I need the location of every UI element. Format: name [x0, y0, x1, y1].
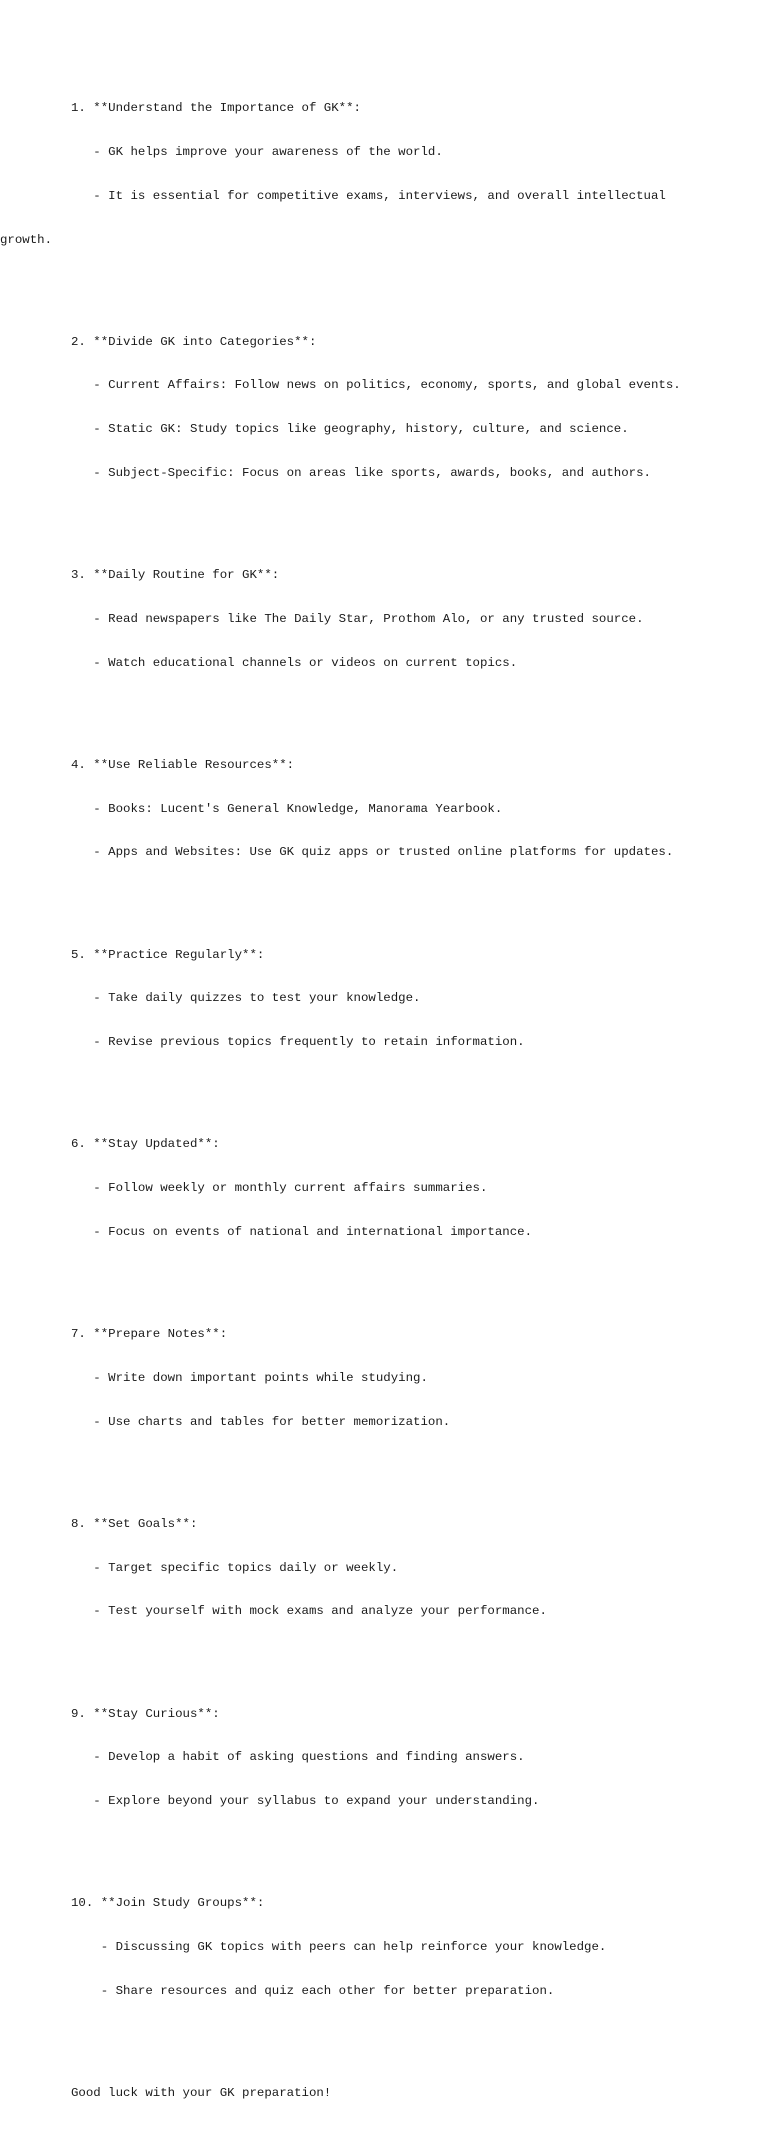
section-10-item-1: - Discussing GK topics with peers can help reinforce your knowledge. [71, 1940, 607, 1954]
section-10-item-2: - Share resources and quiz each other for better preparation. [71, 1983, 555, 1998]
section-7-item-1: - Write down important points while studying. [71, 1370, 428, 1385]
section-8-heading: 8. **Set Goals**: [71, 1516, 198, 1531]
section-1-heading: 1. **Understand the Importance of GK**: [71, 101, 361, 116]
blank-line [71, 1838, 681, 1853]
blank-line [71, 1269, 681, 1284]
section-4-heading: 4. **Use Reliable Resources**: [71, 757, 295, 772]
section-6-item-2: - Focus on events of national and international importance. [71, 1224, 533, 1239]
section-7-heading: 7. **Prepare Notes**: [71, 1327, 228, 1342]
section-5-item-1: - Take daily quizzes to test your knowledge. [71, 991, 421, 1006]
section-5-item-2: - Revise previous topics frequently to retain information. [71, 1035, 525, 1050]
blank-line [71, 700, 681, 715]
section-10-heading: 10. **Join Study Groups**: [71, 1896, 265, 1911]
section-5-heading: 5. **Practice Regularly**: [71, 947, 265, 962]
section-2-item-2: - Static GK: Study topics like geography, history, culture, and science. [71, 422, 629, 437]
section-3-item-1: - Read newspapers like The Daily Star, Prothom Alo, or any trusted source. [71, 611, 644, 626]
section-1-item-1: - GK helps improve your awareness of the world. [71, 144, 443, 159]
section-4-item-2: - Apps and Websites: Use GK quiz apps or trusted online platforms for updates. [71, 845, 674, 860]
section-6-heading: 6. **Stay Updated**: [71, 1137, 220, 1152]
section-9-heading: 9. **Stay Curious**: [71, 1706, 220, 1721]
section-2-heading: 2. **Divide GK into Categories**: [71, 334, 317, 349]
blank-line [71, 1648, 681, 1663]
section-1-item-2-wrap: growth. [0, 232, 53, 247]
blank-line [71, 889, 681, 904]
blank-line [71, 2028, 681, 2043]
section-3-item-2: - Watch educational channels or videos on current topics. [71, 655, 518, 670]
blank-line [71, 276, 681, 291]
section-9-item-2: - Explore beyond your syllabus to expand your understanding. [71, 1794, 540, 1809]
section-9-item-1: - Develop a habit of asking questions and finding answers. [71, 1750, 525, 1765]
section-2-item-1: - Current Affairs: Follow news on politics, economy, sports, and global events. [71, 378, 681, 393]
section-8-item-2: - Test yourself with mock exams and analyze your performance. [71, 1604, 547, 1619]
closing-line: Good luck with your GK preparation! [71, 2085, 332, 2100]
blank-line [71, 510, 681, 525]
document-text [0, 72, 681, 2130]
section-8-item-1: - Target specific topics daily or weekly. [71, 1560, 399, 1575]
section-7-item-2: - Use charts and tables for better memorization. [71, 1414, 451, 1429]
section-2-item-3: - Subject-Specific: Focus on areas like sports, awards, books, and authors. [71, 466, 651, 481]
section-4-item-1: - Books: Lucent's General Knowledge, Manorama Yearbook. [71, 801, 503, 816]
section-6-item-1: - Follow weekly or monthly current affairs summaries. [71, 1181, 488, 1196]
blank-line [71, 1079, 681, 1094]
blank-line [71, 1458, 681, 1473]
section-1-item-2: - It is essential for competitive exams, interviews, and overall intellectual [71, 188, 666, 203]
section-3-heading: 3. **Daily Routine for GK**: [71, 568, 280, 583]
